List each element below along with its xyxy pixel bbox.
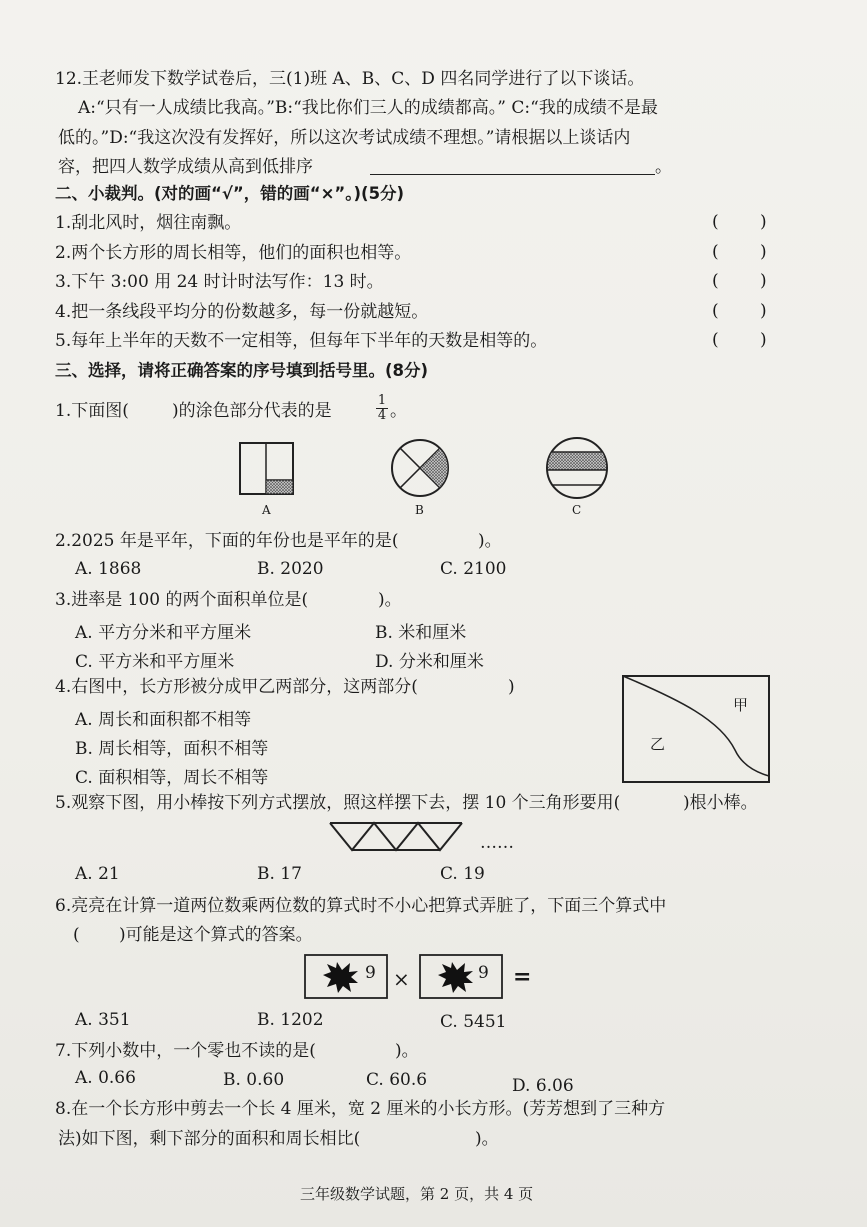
q6-box-2 [420,955,502,998]
q6-option-b[interactable]: B. 1202 [257,1010,324,1030]
s2-item-2: 2.两个长方形的周长相等，他们的面积也相等。 [55,243,412,263]
s2-paren-open-5[interactable]: ( [712,330,719,350]
q1-frac-num: 1 [377,393,387,408]
q6-equals: = [513,964,532,990]
q12-line1: 12.王老师发下数学试卷后，三(1)班 A、B、C、D 四名同学进行了以下谈话。 [55,69,645,89]
q7-option-a[interactable]: A. 0.66 [75,1068,136,1088]
s2-paren-open-3[interactable]: ( [712,271,719,291]
page-footer: 三年级数学试题，第 2 页，共 4 页 [300,1185,534,1203]
q6-line2-b: )可能是这个算式的答案。 [119,925,313,945]
section3-title: 三、选择，请将正确答案的序号填到括号里。(8分) [55,361,429,380]
s2-paren-close-1: ) [760,212,767,232]
q4-label-jia: 甲 [733,696,749,714]
q5-stem-end: )根小棒。 [683,793,758,813]
q5-option-c[interactable]: C. 19 [440,864,485,884]
q2-option-b[interactable]: B. 2020 [257,559,324,579]
q4-rectangle-figure [623,676,769,782]
s2-paren-close-2: ) [760,242,767,262]
fig-label-c: C [572,503,582,517]
figure-a-square [240,443,293,494]
q4-option-a[interactable]: A. 周长和面积都不相等 [75,710,252,730]
q6-line2-a: ( [73,925,80,945]
q3-stem: 3.进率是 100 的两个面积单位是( [55,590,309,610]
s2-item-5: 5.每年上半年的天数不一定相等，但每年下半年的天数是相等的。 [55,331,548,351]
q12-end: 。 [655,157,672,177]
q4-label-yi: 乙 [650,735,666,753]
q7-option-c[interactable]: C. 60.6 [366,1070,428,1090]
q1-stem-a: 1.下面图( [55,401,129,421]
q3-stem-end: )。 [378,590,402,610]
q5-stem: 5.观察下图，用小棒按下列方式摆放，照这样摆下去，摆 10 个三角形要用( [55,793,621,813]
q8-line1: 8.在一个长方形中剪去一个长 4 厘米，宽 2 厘米的小长方形。(芳芳想到了三种方 [55,1099,666,1119]
section2-title: 二、小裁判。(对的画“√”，错的画“×”。)(5分) [55,184,405,203]
s2-paren-open-4[interactable]: ( [712,301,719,321]
s2-paren-open-2[interactable]: ( [712,242,719,262]
q4-stem: 4.右图中，长方形被分成甲乙两部分，这两部分( [55,677,418,697]
q4-option-b[interactable]: B. 周长相等，面积不相等 [75,739,269,759]
fig-label-a: A [262,503,271,517]
s2-paren-close-5: ) [760,330,767,350]
q1-stem-end: 。 [390,401,407,421]
q7-stem: 7.下列小数中，一个零也不读的是( [55,1041,316,1061]
q5-option-b[interactable]: B. 17 [257,864,302,884]
s2-paren-close-3: ) [760,271,767,291]
q2-stem-end: )。 [478,531,502,551]
q3-option-b[interactable]: B. 米和厘米 [375,623,467,643]
q8-line2: 法)如下图，剩下部分的面积和周长相比( [58,1129,361,1149]
s2-paren-close-4: ) [760,301,767,321]
q1-frac-den: 4 [377,408,387,423]
q2-stem: 2.2025 年是平年，下面的年份也是平年的是( [55,531,399,551]
q6-option-a[interactable]: A. 351 [75,1010,131,1030]
q6-digit-1: 9 [365,963,376,983]
q6-digit-2: 9 [478,963,489,983]
q6-times: × [393,967,410,991]
q5-option-a[interactable]: A. 21 [75,864,120,884]
q5-triangles-figure [330,823,462,850]
q2-option-c[interactable]: C. 2100 [440,559,507,579]
s2-item-1: 1.刮北风时，烟往南飘。 [55,213,242,233]
q12-line4: 容，把四人数学成绩从高到低排序 [58,157,313,177]
q3-option-a[interactable]: A. 平方分米和平方厘米 [75,623,252,643]
q8-line2-end: )。 [475,1129,499,1149]
q3-option-c[interactable]: C. 平方米和平方厘米 [75,652,235,672]
q3-option-d[interactable]: D. 分米和厘米 [375,652,484,672]
q2-option-a[interactable]: A. 1868 [75,559,142,579]
q12-line2: A:“只有一人成绩比我高。”B:“我比你们三人的成绩都高。” C:“我的成绩不是最 [78,98,658,118]
s2-item-3: 3.下午 3:00 用 24 时计时法写作：13 时。 [55,272,384,292]
q1-stem-b: )的涂色部分代表的是 [172,401,332,421]
s2-paren-open-1[interactable]: ( [712,212,719,232]
q6-option-c[interactable]: C. 5451 [440,1012,507,1032]
q7-option-d[interactable]: D. 6.06 [512,1076,574,1096]
figure-c-circle [547,438,607,498]
figure-b-circle [392,440,448,496]
fig-label-b: B [415,503,424,517]
s2-item-4: 4.把一条线段平均分的份数越多，每一份就越短。 [55,302,429,322]
q5-dots: …… [480,833,514,853]
q4-option-c[interactable]: C. 面积相等，周长不相等 [75,768,269,788]
q7-option-b[interactable]: B. 0.60 [223,1070,285,1090]
q6-line1: 6.亮亮在计算一道两位数乘两位数的算式时不小心把算式弄脏了，下面三个算式中 [55,896,667,916]
q4-stem-end: ) [508,677,515,697]
q12-line3: 低的。”D:“我这次没有发挥好，所以这次考试成绩不理想。”请根据以上谈话内 [58,128,631,148]
q7-stem-end: )。 [395,1041,419,1061]
